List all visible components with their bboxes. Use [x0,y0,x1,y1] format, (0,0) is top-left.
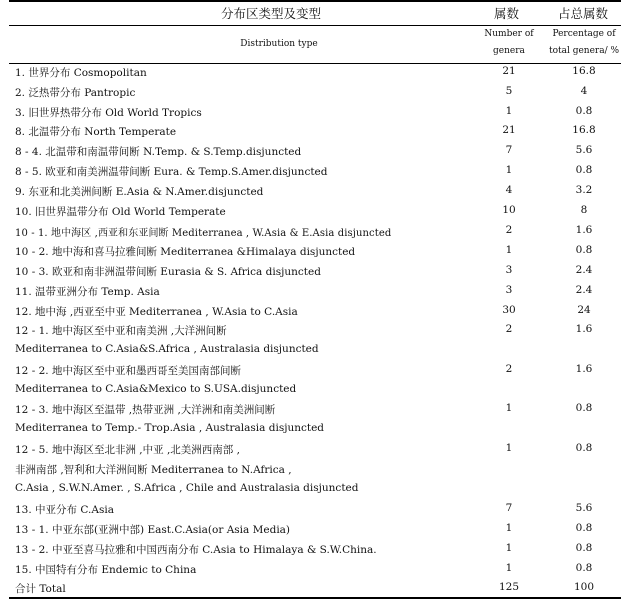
header-num-cn: 属数 [494,6,520,21]
row-percentage: 3.2 [575,184,593,196]
row-type: 合计 Total [15,583,66,595]
row-percentage: 2.4 [575,284,593,296]
row-percentage: 0.8 [575,402,593,414]
row-type: 11. 温带亚洲分布 Temp. Asia [15,286,160,298]
row-type: 15. 中国特有分布 Endemic to China [15,564,197,576]
header-num-en-2: genera [493,46,525,56]
row-percentage: 0.8 [575,244,593,256]
row-genera: 2 [505,224,513,236]
row-genera: 1 [505,442,513,454]
header-pct-en-2: total genera/ % [548,46,620,56]
row-percentage: 4 [580,85,588,97]
row-percentage: 0.8 [575,442,593,454]
row-genera: 21 [502,124,516,136]
row-type: 8. 北温带分布 North Temperate [15,126,177,138]
row-percentage: 0.8 [575,164,593,176]
row-type: 3. 旧世界热带分布 Old World Tropics [15,107,202,119]
row-type: 13 - 2. 中亚至喜马拉雅和中国西南分布 C.Asia to Himalaya & S.W.China. [15,544,377,556]
row-percentage: 16.8 [572,124,596,136]
row-genera: 1 [505,522,513,534]
header-type-cn: 分布区类型及变型 [221,6,322,21]
row-genera: 1 [505,244,513,256]
row-type: 10 - 1. 地中海区 ,西亚和东亚间断 Mediterranea , W.Asia & E.Asia disjuncted [15,228,392,239]
row-genera: 1 [505,402,513,414]
row-genera: 125 [498,581,520,593]
row-genera: 1 [505,562,513,574]
row-genera: 5 [505,85,513,97]
row-genera: 30 [502,304,516,316]
row-type: 12 - 3. 地中海区至温带 ,热带亚洲 ,大洋洲和南美洲间断 [15,404,276,416]
row-type: 13 - 1. 中亚东部(亚洲中部) East.C.Asia(or Asia Media) [15,524,291,536]
row-genera: 2 [505,363,513,375]
header-num-en-1: Number of [484,29,534,39]
header-pct-cn: 占总属数 [558,6,609,21]
row-type: 10. 旧世界温带分布 Old World Temperate [15,206,226,218]
row-genera: 7 [505,502,513,514]
row-type: 1. 世界分布 Cosmopolitan [15,67,147,79]
row-type-continuation: Mediterranea to C.Asia&S.Africa , Australasia disjuncted [15,343,319,355]
row-percentage: 8 [580,204,588,216]
header-pct-en-1: Percentage of [552,29,616,39]
row-percentage: 1.6 [575,363,593,375]
row-genera: 3 [505,284,513,296]
row-type: 12 - 5. 地中海区至北非洲 ,中亚 ,北美洲西南部 , [15,444,240,456]
row-percentage: 16.8 [572,65,596,77]
distribution-table [9,0,621,599]
row-type: 12 - 1. 地中海区至中亚和南美洲 ,大洋洲间断 [15,325,227,337]
row-genera: 1 [505,105,513,117]
row-percentage: 0.8 [575,542,593,554]
row-type: 12 - 2. 地中海区至中亚和墨西哥至美国南部间断 [15,365,241,377]
row-genera: 21 [502,65,516,77]
row-genera: 1 [505,164,513,176]
row-percentage: 0.8 [575,105,593,117]
row-percentage: 1.6 [575,224,593,236]
row-type-continuation: Mediterranea to Temp.- Trop.Asia , Australasia disjuncted [15,422,325,434]
row-genera: 7 [505,144,513,156]
row-type-continuation: Mediterranea to C.Asia&Mexico to S.USA.disjuncted [15,383,297,395]
row-percentage: 0.8 [575,522,593,534]
row-type: 8 - 4. 北温带和南温带间断 N.Temp. & S.Temp.disjuncted [15,146,302,158]
header-bottom-rule [9,63,621,64]
row-genera: 10 [502,204,516,216]
table-bottom-rule [9,597,621,599]
row-percentage: 1.6 [575,323,593,335]
row-type: 2. 泛热带分布 Pantropic [15,87,136,99]
row-type: 10 - 2. 地中海和喜马拉雅间断 Mediterranea &Himalaya disjuncted [15,246,356,258]
row-percentage: 100 [573,581,595,593]
table-top-rule [9,0,621,2]
row-genera: 4 [505,184,513,196]
row-type-continuation: C.Asia , S.W.N.Amer. , S.Africa , Chile and Australasia disjuncted [15,482,359,494]
row-type: 13. 中亚分布 C.Asia [15,504,114,516]
row-genera: 2 [505,323,513,335]
row-type: 10 - 3. 欧亚和南非洲温带间断 Eurasia & S. Africa disjuncted [15,266,321,278]
row-genera: 1 [505,542,513,554]
row-percentage: 2.4 [575,264,593,276]
row-percentage: 0.8 [575,562,593,574]
row-percentage: 24 [577,304,591,316]
row-type: 9. 东亚和北美洲间断 E.Asia & N.Amer.disjuncted [15,186,264,198]
header-type-en: Distribution type [240,39,318,49]
row-genera: 3 [505,264,513,276]
row-percentage: 5.6 [575,502,593,514]
row-type-continuation: 非洲南部 ,智利和大洋洲间断 Mediterranea to N.Africa , [15,464,292,476]
row-type: 8 - 5. 欧亚和南美洲温带间断 Eura. & Temp.S.Amer.disjuncted [15,166,328,178]
row-type: 12. 地中海 ,西亚至中亚 Mediterranea , W.Asia to C.Asia [15,306,298,318]
row-percentage: 5.6 [575,144,593,156]
